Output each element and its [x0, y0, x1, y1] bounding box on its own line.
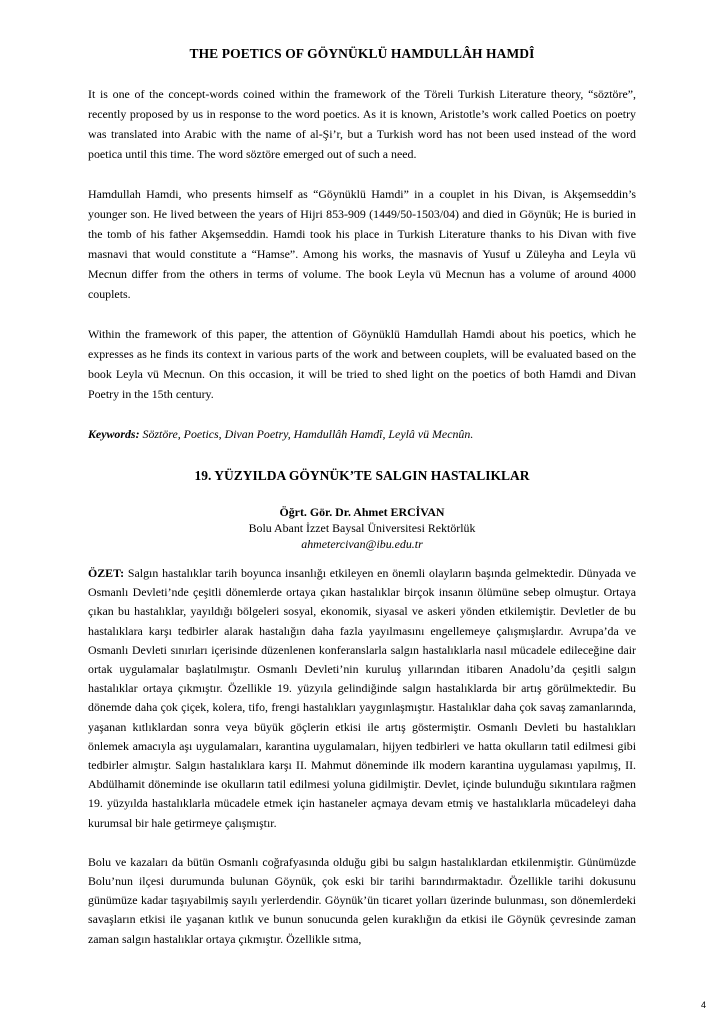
ozet-label: ÖZET:	[88, 566, 125, 580]
turkish-paragraph-2: Bolu ve kazaları da bütün Osmanlı coğrafyasında olduğu gibi bu salgın hastalıklardan etkilenmiştir. Günümüzde Bolu’nun ilçesi durumunda bulunan Göynük, çok eski bir tarihi barındırmaktadır. Özellikle tarihi dokusunu günümüze kadar taşıyabilmiş sayılı yerlerdendir. Göynük’ün ticaret yolları üzerinde bulunması, son dönemlerdeki savaşların etkisi ile yaşanan kıtlık ve bunun sonucunda gelen kuraklığın da etkisi ile Göynük çevresinde zaman zaman salgın hastalıklar ortaya çıkmıştır. Özellikle sıtma,	[88, 854, 636, 946]
author-name: Öğrt. Gör. Dr. Ahmet ERCİVAN	[279, 505, 445, 519]
english-title: THE POETICS OF GÖYNÜKLÜ HAMDULLÂH HAMDÎ	[189, 46, 535, 61]
english-paragraph-1: It is one of the concept-words coined within the framework of the Töreli Turkish Literature theory, “söztöre”, recently proposed by us in response to the word poetics. As it is known, Aristotle’s work called Poetics on poetry was translated into Arabic with the name of al-Şi’r, but a Turkish word has not been used instead of the word poetica until this time. The word söztöre emerged out of such a need.	[88, 87, 636, 161]
english-paragraph-2: Hamdullah Hamdi, who presents himself as “Göynüklü Hamdi” in a couplet in his Divan, is Akşemseddin’s younger son. He lived between the years of Hijri 853-909 (1449/50-1503/04) and died in Göynük; He is buried in the tomb of his father Akşemseddin. Hamdi took his place in Turkish Literature thanks to his Divan with five masnavi that would constitute a “Hamse”. Among his works, the masnavis of Yusuf u Züleyha and Leyla vü Mecnun differ from the others in terms of volume. The book Leyla vü Mecnun has a volume of around 4000 couplets.	[88, 187, 636, 301]
page-number: 4	[700, 1000, 706, 1010]
ozet-text: Salgın hastalıklar tarih boyunca insanlığı etkileyen en önemli olayların başında gelmektedir. Dünyada ve Osmanlı Devleti’nde çeşitli dönemlerde ortaya çıkan hastalıklar birçok insanın ölümüne sebep olmuştur. Ortaya çıkan bu hastalıklar, yayıldığı bölgeleri sosyal, ekonomik, siyasal ve askeri yönden etkilemiştir. Devletler de bu hastalıklara karşı tedbirler alarak hastalığın daha fazla yayılmasını engellemeye çalışmışlardır. Avrupa’da ve Osmanlı Devleti sınırları içerisinde düzenlenen konferanslarla salgın hastalıklarla nasıl mücadele edileceğine dair ortak uygulamalar başlatılmıştır. Osmanlı Devleti’nin kuruluş yıllarından itibaren Anadolu’da çeşitli salgın hastalıklar ortaya çıkmıştır. Özellikle 19. yüzyıla gelindiğinde salgın hastalıklarda bir artış görülmektedir. Bu dönemde daha çok çiçek, kolera, tifo, frengi hastalıkları yaygınlaşmıştır. Hastalıklar daha çok savaş zamanlarında, yaşanan kıtlıklardan sonra veya büyük göçlerin etkisi ile artış göstermiştir. Osmanlı Devleti bu hastalıkları önlemek amacıyla aşı uygulamaları, karantina uygulamaları, hijyen tedbirleri ve hatta okulların tatil edilmesi gibi tedbirler almıştır. Salgın hastalıklara karşı II. Mahmut döneminde ilk modern karantina uygulaması yapılmış, II. Abdülhamit döneminde ise okulların tatil edilmesi yoluna gidilmiştir. Devlet, içinde bulunduğu sıkıntılara rağmen 19. yüzyılda hastalıklarla mücadele etmek için hastaneler açmaya devam etmiş ve hastalıklarla mücadeleyi daha kurumsal bir hale getirmeye çalışmıştır.	[88, 566, 636, 830]
document-page	[88, 46, 636, 949]
keywords-line	[88, 424, 636, 444]
english-paragraph-3: Within the framework of this paper, the attention of Göynüklü Hamdullah Hamdi about his poetics, which he expresses as he finds its context in various parts of the work and between couplets, will be evaluated based on the book Leyla vü Mecnun. On this occasion, it will be tried to shed light on the poetics of both Hamdi and Divan Poetry in the 15th century.	[88, 327, 636, 401]
keywords-label: Keywords:	[88, 427, 140, 441]
author-email: ahmetercivan@ibu.edu.tr	[301, 537, 423, 551]
keywords-text: Söztöre, Poetics, Divan Poetry, Hamdullâh Hamdî, Leylâ vü Mecnûn.	[139, 427, 474, 441]
ozet-paragraph	[88, 564, 636, 833]
paragraph-gap	[88, 304, 636, 324]
paragraph-gap	[88, 164, 636, 184]
turkish-body	[88, 564, 636, 949]
author-affiliation: Bolu Abant İzzet Baysal Üniversitesi Rektörlük	[248, 521, 476, 535]
paragraph-gap	[88, 404, 636, 424]
turkish-title: 19. YÜZYILDA GÖYNÜK’TE SALGIN HASTALIKLAR	[194, 468, 530, 483]
paragraph-gap	[88, 833, 636, 853]
